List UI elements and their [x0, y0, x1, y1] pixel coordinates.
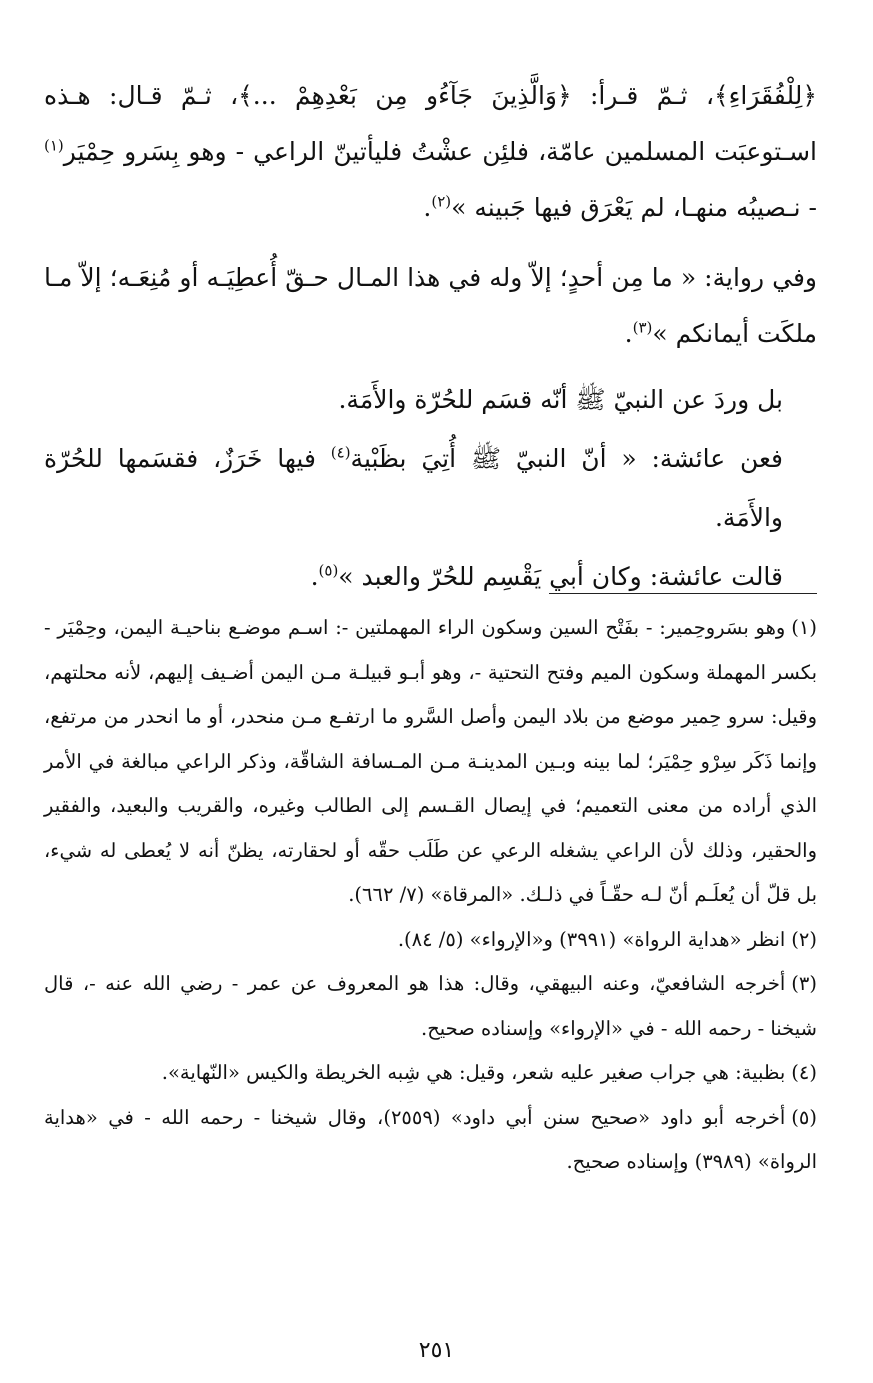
main-paragraph-1-text-mid: - نـصيبُه منهـا، لم يَعْرَق فيها جَبينه » [451, 193, 817, 222]
footnote-number: (٣) [791, 972, 817, 995]
footnotes [44, 606, 817, 1185]
footnote-separator [549, 593, 817, 594]
footnote-3 [44, 962, 817, 1051]
footnote-4 [44, 1051, 817, 1096]
main-text [44, 68, 817, 606]
footnote-number: (٥) [791, 1105, 817, 1129]
footnote-number: (٤) [791, 1061, 817, 1084]
main-paragraph-2 [44, 250, 817, 362]
main-paragraph-1-end: . [423, 193, 432, 222]
footnote-reference-1[interactable]: (١) [44, 136, 64, 155]
footnote-2 [44, 918, 817, 963]
footnote-text: بظبية: هي جراب صغير عليه شعر، وقيل: هي شِبه الخريطة والكيس «النّهاية». [161, 1061, 786, 1084]
main-line-5-end: . [310, 562, 319, 591]
footnote-text: انظر «هداية الرواة» (٣٩٩١) و«الإرواء» (٥/ ٨٤). [397, 927, 786, 951]
footnote-text: أخرجه أبو داود «صحيح سنن أبي داود» (٢٥٥٩)، وقال شيخنا - رحمه الله - في «هداية الرواة» (٣٩٨٩) وإسناده صحيح. [44, 1105, 817, 1173]
main-line-4-text: فعن عائشة: « أنّ النبيّ ﷺ أُتِيَ بظَبْية [350, 444, 783, 473]
main-paragraph-1-text: ﴿لِلْفُقَرَاءِ﴾، ثـمّ قـرأ: ﴿وَالَّذِينَ جَآءُو مِن بَعْدِهِمْ ...﴾، ثـمّ قـال: هـذه اسـتوعبَت المسلمين عامّة، فلئِن عشْتُ فليأتينّ الراعي - وهو بِسَرو حِمْيَر [44, 81, 817, 166]
main-paragraph-2-end: . [624, 319, 633, 348]
footnote-text: أخرجه الشافعيّ، وعنه البيهقي، وقال: هذا هو المعروف عن عمر - رضي الله عنه -، قال شيخنا - رحمه الله - في «الإرواء» وإسناده صحيح. [44, 972, 817, 1040]
footnote-number: (٢) [791, 927, 817, 951]
page-number: ٢٥١ [418, 1338, 455, 1363]
footnote-number: (١) [791, 616, 817, 639]
main-line-4-end: فيها خَرَزٌ، فقسَمها للحُرّة والأَمَة. [44, 444, 783, 532]
footnote-text: وهو بسَروحِمير: - بفَتْح السين وسكون الراء المهملتين -: اسـم موضـع بناحيـة اليمن، وحِمْيَر - بكسر المهملة وسكون الميم وفتح التحتية -، وهو أبـو قبيلـة مـن اليمن أضـيف إليهم، لأنه محلتهم، وقيل: سرو حِمير موضع من بلاد اليمن وأصل السَّرو ما ارتفـع مـن منحدر، أو ما انحدر من مرتفع، وإنما ذَكَر سِرْو حِمْيَر؛ لما بينه وبـين المدينـة مـن المـسافة الشاقّة، وذكر الراعي مبالغة في الأمر الذي أراده من معنى التعميم؛ في إيصال القـسم إلى الطالب وغيره، والقريب والبعيد، والفقير والحقير، وذلك لأن الراعي يشغله الرعي عن طَلَب حقّه أو لحقارته، يظنّ أنه لا يُعطى له شيء، بل قلّ أن يُعلَـم أنّ لـه حقّـاً في ذلـك. «المرقاة» (٧/ ٦٦٢). [44, 616, 817, 906]
footnote-1 [44, 606, 817, 918]
footnote-reference-2[interactable]: (٢) [431, 192, 452, 211]
footnote-reference-5[interactable]: (٥) [318, 561, 339, 580]
footnote-5 [44, 1096, 817, 1185]
main-line-3 [44, 370, 817, 429]
main-line-4 [44, 429, 817, 547]
main-paragraph-2-text: وفي رواية: « ما مِن أحدٍ؛ إلاّ وله في هذا المـال حـقّ أُعطِيَـه أو مُنِعَـه؛ إلاّ مـا ملكَت أيمانكم » [44, 263, 817, 348]
main-line-3-text: بل وردَ عن النبيّ ﷺ أنّه قسَم للحُرّة والأَمَة. [338, 385, 783, 414]
main-line-5 [44, 547, 817, 606]
footnote-reference-4[interactable]: (٤) [330, 443, 351, 462]
footnote-reference-3[interactable]: (٣) [632, 318, 653, 337]
main-paragraph-1 [44, 68, 817, 236]
main-line-5-text: قالت عائشة: وكان أبي يَقْسِم للحُرّ والعبد » [338, 562, 783, 591]
